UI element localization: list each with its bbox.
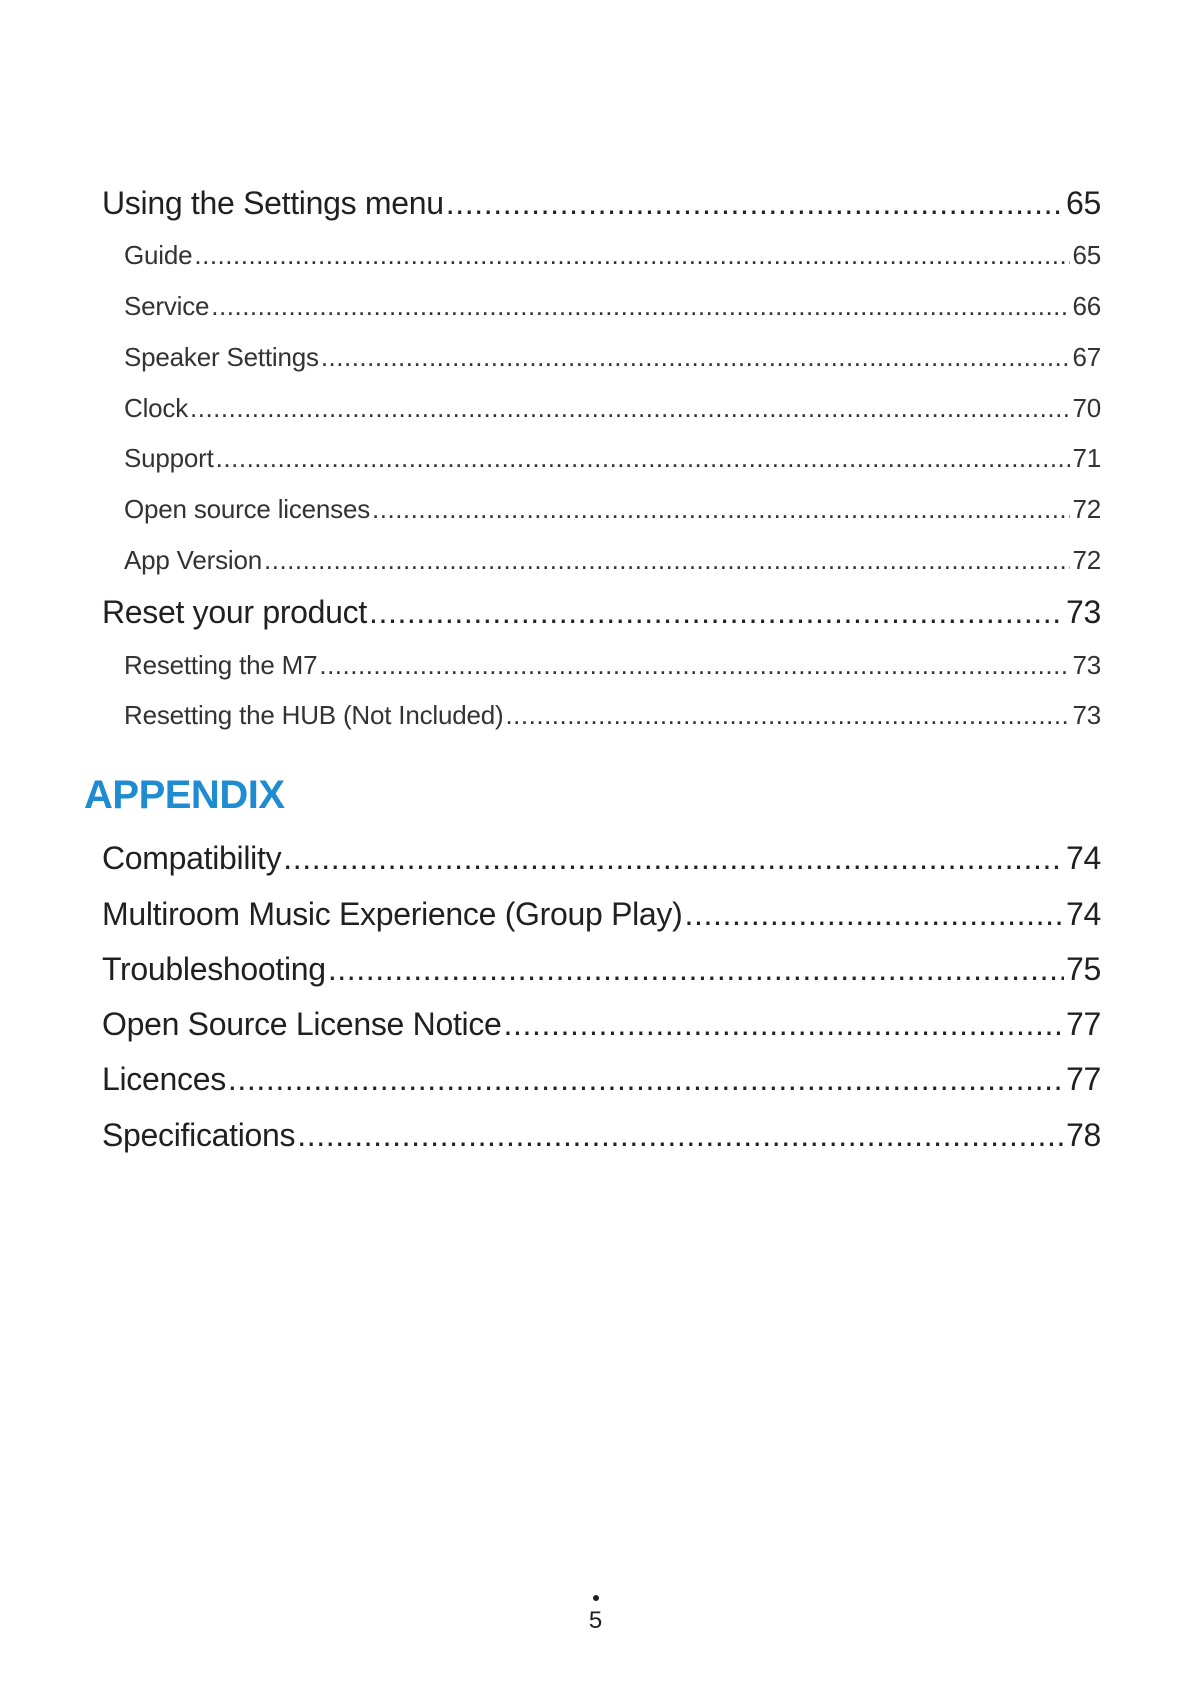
toc-dot-leader [283, 838, 1064, 878]
toc-entry-app-version[interactable] [124, 543, 1101, 577]
toc-entry-title: Speaker Settings [124, 342, 319, 372]
toc-entry-page: 73 [1072, 650, 1101, 680]
toc-entry-page: 67 [1072, 342, 1101, 372]
toc-entry-open-source-licenses[interactable] [124, 492, 1101, 526]
toc-entry-multiroom[interactable] [102, 894, 1101, 934]
page-number: 5 [588, 1607, 603, 1634]
toc-entry-title: Resetting the M7 [124, 650, 318, 680]
toc-entry-specifications[interactable] [102, 1115, 1101, 1155]
toc-entry-title: Open Source License Notice [102, 1006, 502, 1042]
toc-dot-leader [228, 1059, 1064, 1099]
toc-entry-compatibility[interactable] [102, 838, 1101, 878]
toc-entry-title: Multiroom Music Experience (Group Play) [102, 896, 683, 932]
toc-dot-leader [211, 289, 1070, 323]
toc-dot-leader [504, 1004, 1064, 1044]
toc-entry-title: Troubleshooting [102, 951, 326, 987]
toc-entry-page: 70 [1072, 393, 1101, 423]
toc-entry-page: 73 [1072, 700, 1101, 730]
toc-entry-title: Support [124, 443, 214, 473]
toc-entry-title: App Version [124, 545, 263, 575]
appendix-heading: APPENDIX [84, 773, 285, 817]
toc-entry-guide[interactable] [124, 238, 1101, 272]
toc-entry-title: Open source licenses [124, 494, 371, 524]
toc-entry-clock[interactable] [124, 391, 1101, 425]
toc-entry-page: 77 [1066, 1061, 1101, 1097]
toc-dot-leader [319, 648, 1070, 682]
toc-dot-leader [505, 698, 1070, 732]
toc-entry-page: 71 [1072, 443, 1101, 473]
toc-dot-leader [446, 183, 1064, 223]
toc-entry-page: 78 [1066, 1117, 1101, 1153]
toc-entry-page: 65 [1072, 240, 1101, 270]
toc-entry-reset-product[interactable] [102, 592, 1101, 632]
toc-entry-service[interactable] [124, 289, 1101, 323]
toc-dot-leader [685, 894, 1065, 934]
toc-dot-leader [321, 340, 1071, 374]
toc-entry-page: 75 [1066, 951, 1101, 987]
toc-entry-page: 73 [1066, 594, 1101, 630]
page-marker-dot-icon [593, 1595, 599, 1601]
toc-entry-troubleshooting[interactable] [102, 949, 1101, 989]
toc-dot-leader [216, 441, 1071, 475]
toc-entry-licences[interactable] [102, 1059, 1101, 1099]
toc-entry-page: 66 [1072, 291, 1101, 321]
page-footer [0, 1595, 1191, 1635]
toc-entry-page: 72 [1072, 494, 1101, 524]
toc-entry-using-settings-menu[interactable] [102, 183, 1101, 223]
toc-dot-leader [328, 949, 1064, 989]
toc-entry-page: 74 [1066, 840, 1101, 876]
toc-dot-leader [264, 543, 1070, 577]
toc-entry-resetting-hub[interactable] [124, 698, 1101, 732]
toc-entry-title: Reset your product [102, 594, 367, 630]
toc-entry-page: 74 [1066, 896, 1101, 932]
toc-entry-title: Licences [102, 1061, 226, 1097]
toc-entry-open-source-notice[interactable] [102, 1004, 1101, 1044]
toc-entry-title: Compatibility [102, 840, 282, 876]
toc-entry-page: 77 [1066, 1006, 1101, 1042]
toc-entry-title: Specifications [102, 1117, 296, 1153]
toc-dot-leader [190, 391, 1070, 425]
toc-entry-page: 65 [1066, 185, 1101, 221]
toc-dot-leader [372, 492, 1070, 526]
toc-entry-speaker-settings[interactable] [124, 340, 1101, 374]
toc-entry-title: Resetting the HUB (Not Included) [124, 700, 504, 730]
toc-dot-leader [369, 592, 1064, 632]
toc-entry-title: Guide [124, 240, 193, 270]
toc-entry-support[interactable] [124, 441, 1101, 475]
toc-dot-leader [194, 238, 1070, 272]
toc-entry-title: Clock [124, 393, 189, 423]
toc-entry-title: Service [124, 291, 210, 321]
toc-entry-title: Using the Settings menu [102, 185, 444, 221]
toc-entry-resetting-m7[interactable] [124, 648, 1101, 682]
toc-entry-page: 72 [1072, 545, 1101, 575]
toc-dot-leader [297, 1115, 1064, 1155]
